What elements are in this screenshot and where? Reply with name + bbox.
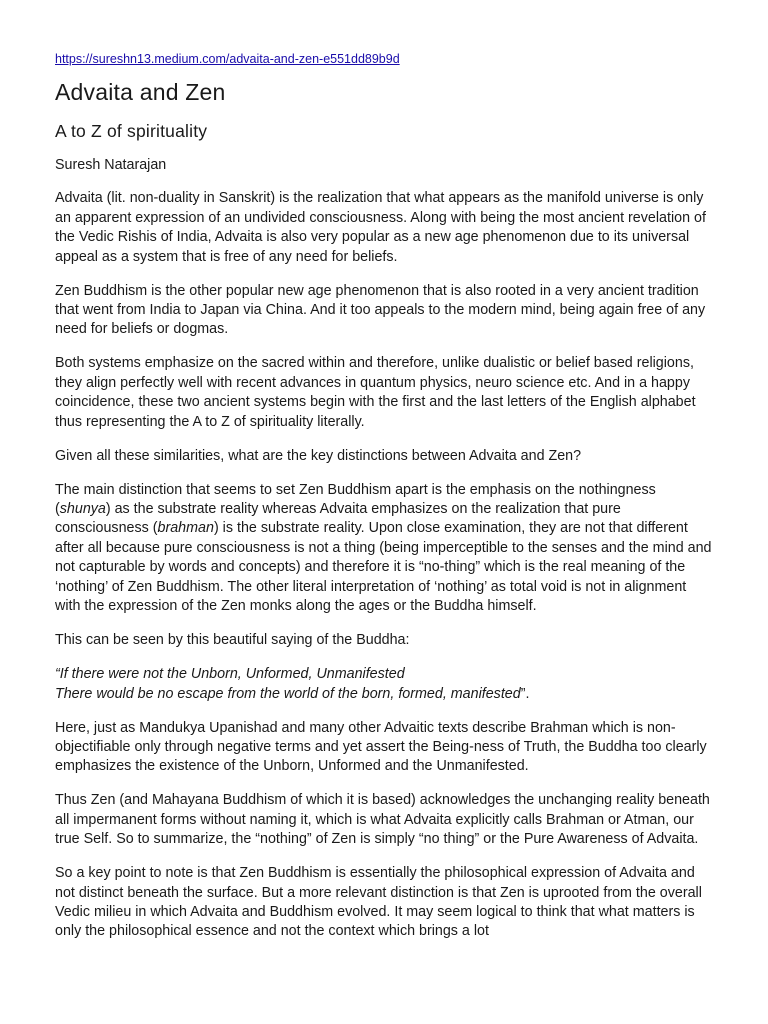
article-subtitle: A to Z of spirituality [55,121,208,141]
paragraph-9: So a key point to note is that Zen Buddhism is essentially the philosophical expression of Advaita and not distinct beneath the surface. But a more relevant distinction is that Zen is uprooted from the overall Vedic milieu in which Advaita and Buddhism evolved. It may seem logical to think that what matters is only the philosophical essence and not the context which brings a lot [55,865,702,940]
quote-line-2 [55,685,715,704]
paragraph-6: This can be seen by this beautiful saying of the Buddha: [55,632,410,649]
buddha-quote [55,665,715,704]
document-page [55,50,715,956]
term-shunya: shunya [59,501,106,518]
quote-line-2-text: There would be no escape from the world of the born, formed, manifested [55,685,521,702]
paragraph-5-text-a: The main distinction that seems to set Zen Buddhism apart is the emphasis on the nothingness ( [55,481,656,518]
paragraph-5-text-b: ) as the substrate reality whereas Advaita emphasizes on the realization that pure consciousness ( [55,501,621,537]
paragraph-7: Here, just as Mandukya Upanishad and many other Advaitic texts describe Brahman which is non-objectifiable only through negative terms and yet assert the Being-ness of Truth, the Buddha too clearly emphasizes the existence of the Unborn, Unformed and the Unmanifested. [55,719,707,775]
term-brahman: brahman [157,520,214,537]
article-title: Advaita and Zen [55,79,226,105]
quote-line-1: “If there were not the Unborn, Unformed, Unmanifested [55,666,405,683]
paragraph-5 [55,481,715,617]
author-name: Suresh Natarajan [55,157,167,173]
source-url-link[interactable]: https://sureshn13.medium.com/advaita-and-zen-e551dd89b9d [55,52,400,66]
paragraph-8: Thus Zen (and Mahayana Buddhism of which it is based) acknowledges the unchanging reality beneath all impermanent forms without naming it, which is what Advaita explicitly calls Brahman or Atman, our true Self. So to summarize, the “nothing” of Zen is simply “no thing” or the Pure Awareness of Advaita. [55,792,710,848]
paragraph-3: Both systems emphasize on the sacred within and therefore, unlike dualistic or belief based religions, they align perfectly well with recent advances in quantum physics, neuro science etc. And in a happy coincidence, these two ancient systems begin with the first and the last letters of the English alphabet thus representing the A to Z of spirituality literally. [55,355,696,430]
paragraph-5-text-c: ) is the substrate reality. Upon close examination, they are not that different after all because pure consciousness is not a thing (being imperceptible to the senses and the mind and not capturable by words and concepts) and therefore it is “no-thing” which is the real meaning of the ‘nothing’ of Zen Buddhism. The other literal interpretation of ‘nothing’ as total void is not in alignment with the expression of the Zen monks along the ages or the Buddha himself. [55,520,712,615]
quote-closing: ”. [520,685,530,702]
paragraph-1: Advaita (lit. non-duality in Sanskrit) is the realization that what appears as the manifold universe is only an apparent expression of an undivided consciousness. Along with being the most ancient revelation of the Vedic Rishis of India, Advaita is also very popular as a new age phenomenon due to its universal appeal as a system that is free of any need for beliefs. [55,190,706,265]
paragraph-4: Given all these similarities, what are the key distinctions between Advaita and Zen? [55,447,582,464]
paragraph-2: Zen Buddhism is the other popular new age phenomenon that is also rooted in a very ancient tradition that went from India to Japan via China. And it too appeals to the modern mind, being again free of any need for beliefs or dogmas. [55,282,706,338]
